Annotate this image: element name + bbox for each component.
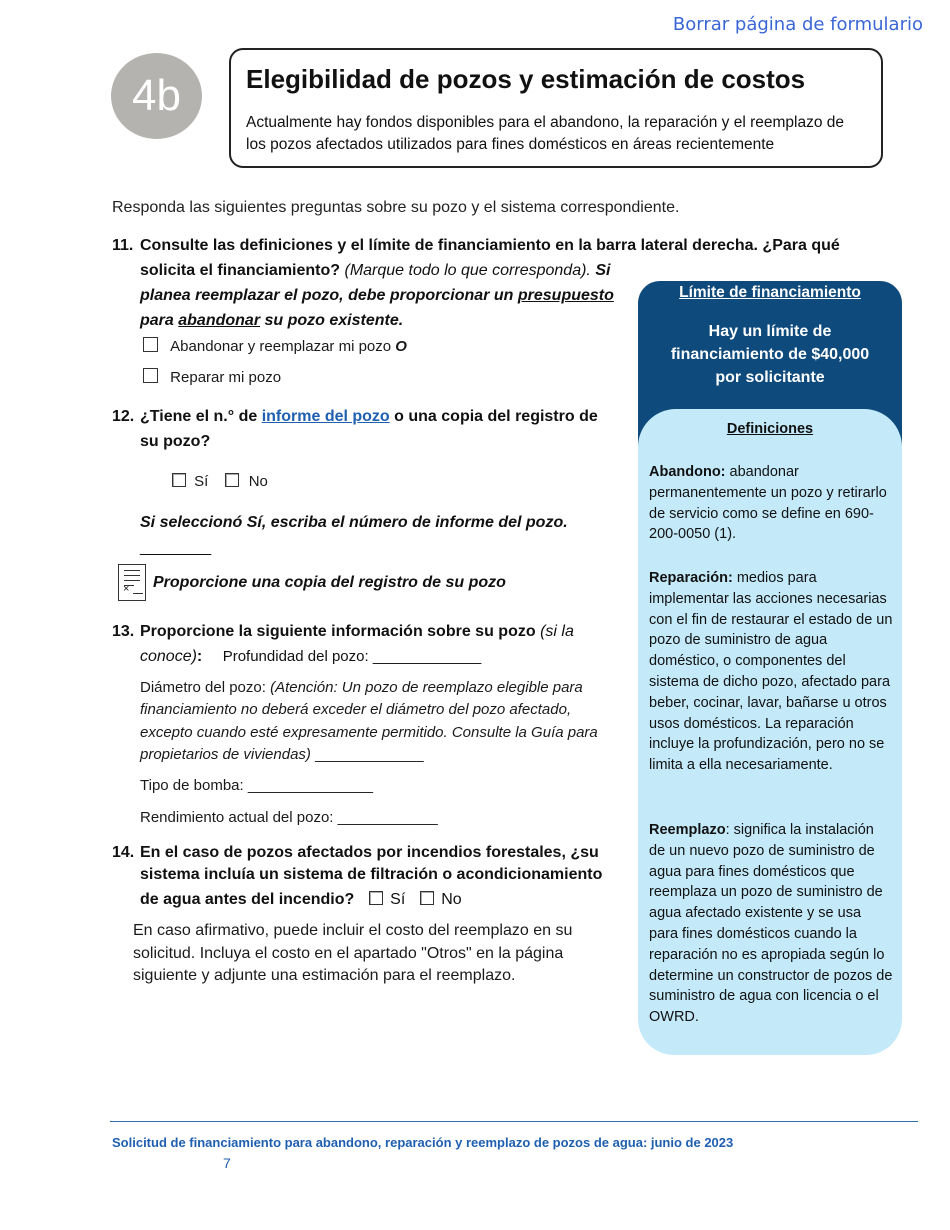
well-report-number-field[interactable]: ________ xyxy=(140,539,212,556)
q14-line1: En el caso de pozos afectados por incendios forestales, ¿su xyxy=(140,844,599,861)
q11-line2 xyxy=(140,258,610,283)
q14-no-checkbox[interactable] xyxy=(420,891,434,905)
q13-line2-colon: : xyxy=(196,648,203,665)
reparacion-text: medios para implementar las acciones necesarias con el fin de restaurar el estado de un pozo de suministro de agua doméstico, o componentes del sistema de dicho pozo, afectado para beber, cocinar, lavar, bañarse u otros usos domésticos. La reparación incluye la profundización, pero no se limita a ella necesariamente. xyxy=(649,570,893,774)
q14-number: 14. xyxy=(112,844,135,861)
reemplazo-term: Reemplazo xyxy=(649,822,726,838)
well-yield-field[interactable]: Rendimiento actual del pozo: ____________ xyxy=(140,809,438,826)
q12-yes-label: Sí xyxy=(194,473,209,490)
q13-line2-italic: conoce) xyxy=(140,648,197,665)
definition-abandono xyxy=(649,462,894,545)
definitions-heading: Definiciones xyxy=(726,421,814,437)
definition-reparacion xyxy=(649,568,894,776)
q11-line4-text: para xyxy=(140,312,174,329)
q12-no-checkbox[interactable] xyxy=(225,473,239,487)
abandono-term: Abandono: xyxy=(649,464,726,480)
repair-label: Reparar mi pozo xyxy=(170,369,282,386)
repair-checkbox[interactable] xyxy=(143,368,158,383)
page-title: Elegibilidad de pozos y estimación de costos xyxy=(246,64,806,94)
q11-option-repair xyxy=(143,368,281,386)
section-badge: 4b xyxy=(111,53,202,139)
q11-line4-end: su pozo existente. xyxy=(264,312,404,329)
diameter-label: Diámetro del pozo: xyxy=(140,679,266,696)
q12-yes-no xyxy=(172,473,268,490)
intro-text: Responda las siguientes preguntas sobre su pozo y el sistema correspondiente. xyxy=(112,199,680,216)
definition-reemplazo xyxy=(649,820,894,1028)
well-report-link[interactable]: informe del pozo xyxy=(261,408,390,425)
q11-option-abandon-replace xyxy=(143,337,407,355)
page-number: 7 xyxy=(223,1155,231,1171)
q11-line1: Consulte las definiciones y el límite de financiamiento en la barra lateral derecha. ¿Para qué xyxy=(140,237,840,254)
q12-line1-text: ¿Tiene el n.° de xyxy=(140,408,258,425)
q11-line3-text: planea reemplazar el pozo, debe proporcionar un xyxy=(140,287,514,304)
funding-limit-text: Hay un límite de financiamiento de $40,000 por solicitante xyxy=(670,323,870,386)
q11-line3-underlined: presupuesto xyxy=(517,287,614,304)
q12-yes-checkbox[interactable] xyxy=(172,473,186,487)
q11-line4 xyxy=(140,308,403,333)
q13-line1-bold: Proporcione la siguiente información sobre su pozo xyxy=(140,623,536,640)
q12-number: 12. xyxy=(112,408,135,425)
footer-divider xyxy=(110,1121,918,1122)
q14-line3-text: de agua antes del incendio? xyxy=(140,891,355,908)
pump-type-field[interactable]: Tipo de bomba: _______________ xyxy=(140,777,373,794)
reparacion-term: Reparación: xyxy=(649,570,733,586)
q14-note-3: siguiente y adjunte una estimación para el reemplazo. xyxy=(133,967,516,984)
well-depth-field[interactable]: Profundidad del pozo: _____________ xyxy=(222,648,482,665)
provide-copy-text: Proporcione una copia del registro de su pozo xyxy=(153,574,506,591)
q12-line1 xyxy=(140,404,598,429)
diameter-note-2: financiamiento no deberá exceder el diámetro del pozo afectado, xyxy=(140,701,572,719)
q12-line1-end: o una copia del registro de xyxy=(394,408,598,425)
q13-line1 xyxy=(140,619,574,644)
q14-yes-checkbox[interactable] xyxy=(369,891,383,905)
reemplazo-text: : significa la instalación de un nuevo pozo de suministro de agua para fines domésticos que reemplaza un pozo de suministro de agua afectado existente y se usa para fines domésticos cuando la reparación no es apropiada según lo determine un constructor de pozos de suministro de agua con licencia o el OWRD. xyxy=(649,822,893,1026)
q14-note-1: En caso afirmativo, puede incluir el costo del reemplazo en su xyxy=(133,922,573,939)
q11-line4-underlined: abandonar xyxy=(178,312,261,329)
diameter-note-1: (Atención: Un pozo de reemplazo elegible para xyxy=(270,679,583,696)
section-subtitle: Actualmente hay fondos disponibles para el abandono, la reparación y el reemplazo de los pozos afectados utilizados para fines domésticos en áreas recientemente xyxy=(246,114,844,153)
q12-line2: su pozo? xyxy=(140,433,211,450)
q11-line2-bold: solicita el financiamiento? xyxy=(140,262,341,279)
q11-line3 xyxy=(140,283,614,308)
q14-note-2: solicitud. Incluya el costo en el apartado "Otros" en la página xyxy=(133,944,564,962)
q11-line2-si: Si xyxy=(595,262,611,279)
q14-line2: sistema incluía un sistema de filtración o acondicionamiento xyxy=(140,866,603,883)
q14-yes-label: Sí xyxy=(390,891,406,908)
q14-note xyxy=(133,920,613,988)
abandon-replace-suffix: O xyxy=(395,338,407,355)
abandon-replace-label: Abandonar y reemplazar mi pozo xyxy=(170,338,392,355)
q12-no-label: No xyxy=(248,473,268,490)
q11-number: 11. xyxy=(112,237,134,254)
document-checklist-icon: × xyxy=(118,564,146,601)
q14-line3 xyxy=(140,887,462,912)
q13-diameter xyxy=(140,677,630,767)
q14-no-label: No xyxy=(441,891,462,908)
footer-title: Solicitud de financiamiento para abandono, reparación y reemplazo de pozos de agua: junio de 2023 xyxy=(112,1135,734,1150)
abandono-text: abandonar permanentemente un pozo y retirarlo de servicio como se define en 690-200-0050 (1). xyxy=(649,464,887,543)
diameter-note-3: excepto cuando esté expresamente permitido. Consulte la Guía para xyxy=(140,723,598,741)
funding-limit-heading: Límite de financiamiento xyxy=(679,284,861,301)
diameter-note-4: propietarios de viviendas) xyxy=(140,746,311,764)
clear-form-link[interactable]: Borrar página de formulario xyxy=(672,14,923,35)
q12-instruction: Si seleccionó Sí, escriba el número de informe del pozo. xyxy=(140,514,568,531)
q13-line1-italic: (si la xyxy=(540,623,574,640)
abandon-replace-checkbox[interactable] xyxy=(143,337,158,352)
q11-line2-italic: (Marque todo lo que corresponda). xyxy=(344,262,591,279)
q13-line2 xyxy=(140,644,481,669)
well-diameter-field[interactable]: _____________ xyxy=(315,746,424,764)
q13-number: 13. xyxy=(112,623,135,640)
